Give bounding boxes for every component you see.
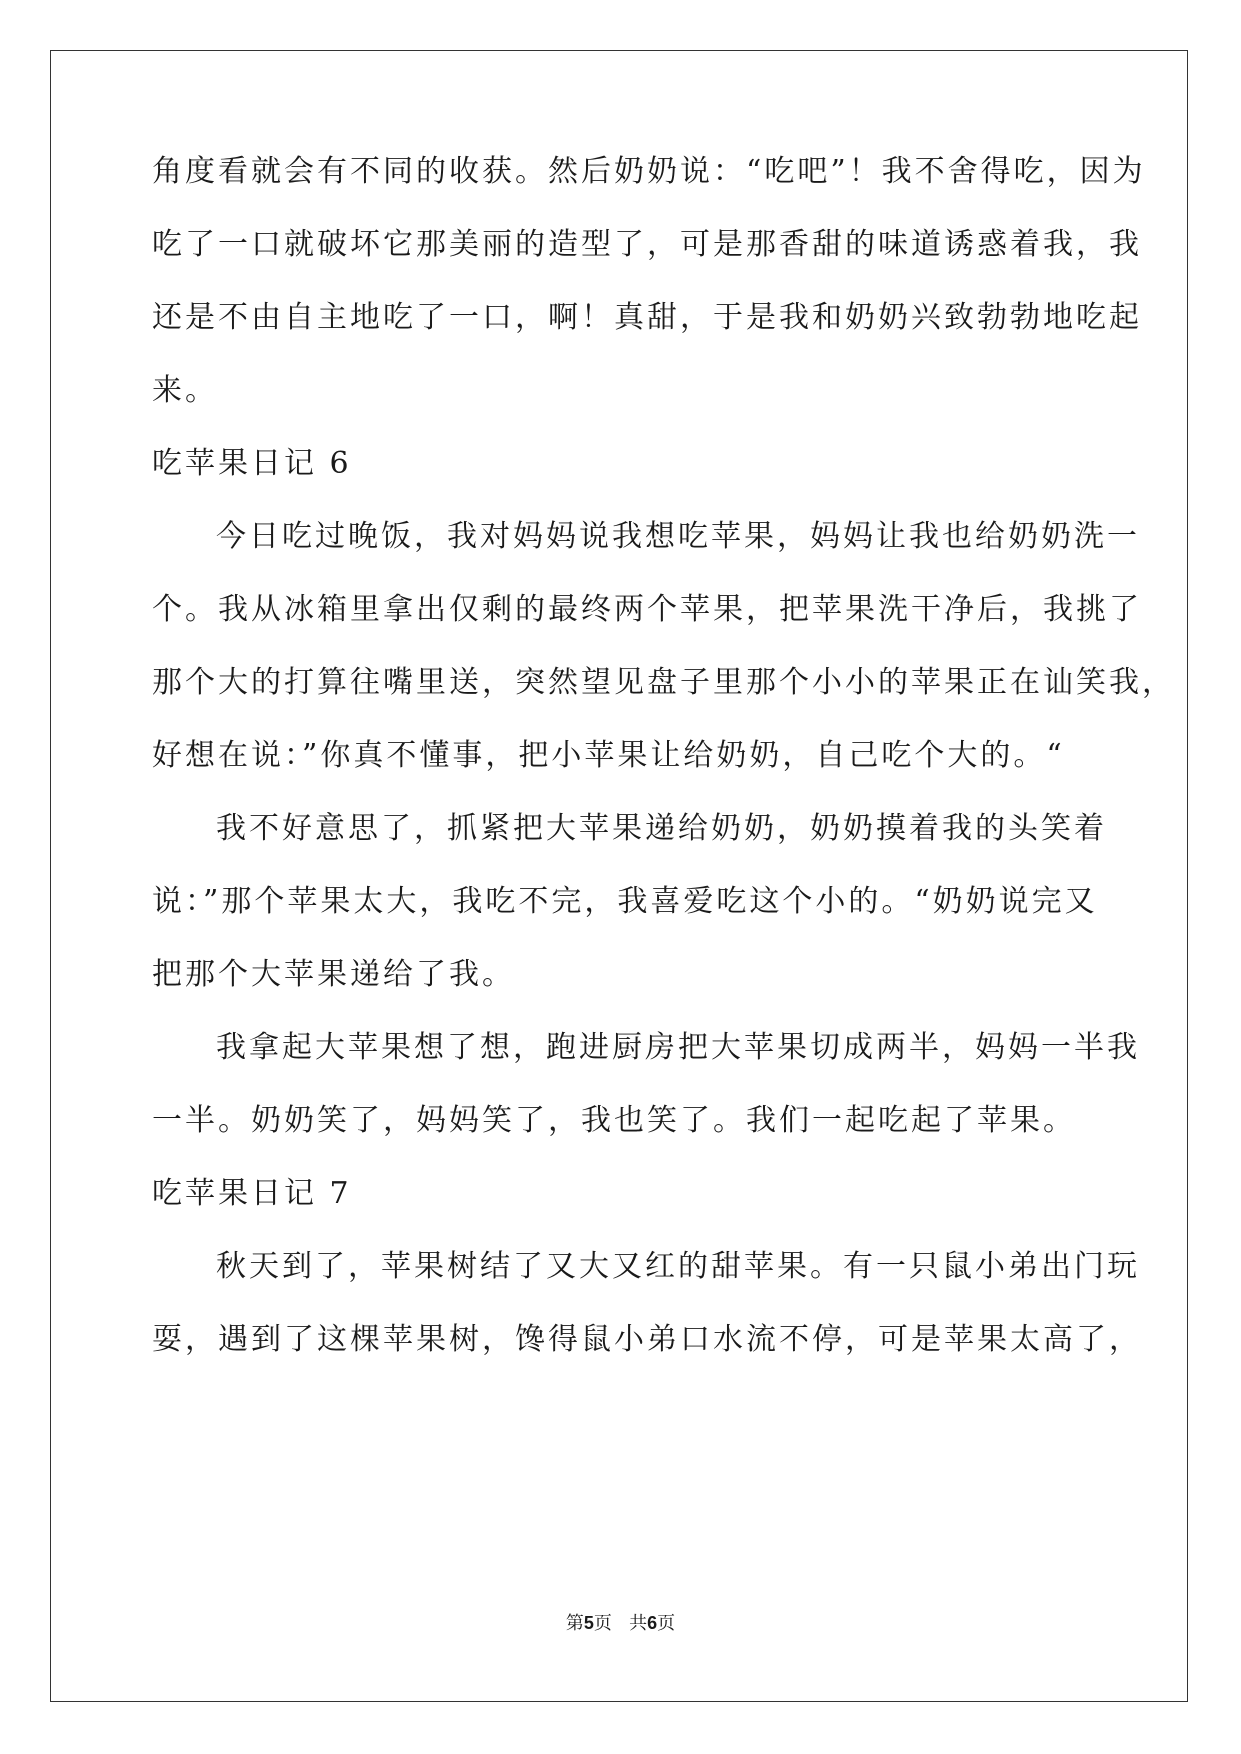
paragraph-line: 那个大的打算往嘴里送，突然望见盘子里那个小小的苹果正在讪笑我， [152, 665, 1175, 700]
paragraph-line: 我不好意思了，抓紧把大苹果递给奶奶，奶奶摸着我的头笑着 [216, 811, 1107, 846]
section-heading: 吃苹果日记 7 [152, 1176, 352, 1211]
current-page-number: 5 [583, 1613, 594, 1633]
footer-page-unit: 页 [593, 1613, 612, 1634]
paragraph-line: 个。我从冰箱里拿出仅剩的最终两个苹果，把苹果洗干净后，我挑了 [152, 592, 1142, 627]
paragraph-line: 我拿起大苹果想了想，跑进厨房把大苹果切成两半，妈妈一半我 [216, 1030, 1140, 1065]
paragraph-line: 把那个大苹果递给了我。 [152, 957, 515, 992]
section-heading: 吃苹果日记 6 [152, 446, 352, 481]
paragraph-line: 还是不由自主地吃了一口，啊！真甜，于是我和奶奶兴致勃勃地吃起 [152, 300, 1142, 335]
paragraph-line: 吃了一口就破坏它那美丽的造型了，可是那香甜的味道诱惑着我，我 [152, 227, 1142, 262]
paragraph-line: 好想在说：”你真不懂事，把小苹果让给奶奶，自己吃个大的。“ [152, 738, 1065, 773]
paragraph-line: 秋天到了，苹果树结了又大又红的甜苹果。有一只鼠小弟出门玩 [216, 1249, 1140, 1284]
paragraph-line: 耍，遇到了这棵苹果树，馋得鼠小弟口水流不停，可是苹果太高了， [152, 1322, 1142, 1357]
paragraph-line: 说：”那个苹果太大，我吃不完，我喜爱吃这个小的。“奶奶说完又 [152, 884, 1098, 919]
paragraph-line: 一半。奶奶笑了，妈妈笑了，我也笑了。我们一起吃起了苹果。 [152, 1103, 1076, 1138]
paragraph-line: 今日吃过晚饭，我对妈妈说我想吃苹果，妈妈让我也给奶奶洗一 [216, 519, 1140, 554]
total-pages-number: 6 [647, 1613, 658, 1633]
footer-prefix: 第 [565, 1613, 584, 1634]
page-footer [0, 1611, 1241, 1636]
footer-total-prefix: 共 [629, 1613, 648, 1634]
footer-total-unit: 页 [657, 1613, 676, 1634]
paragraph-line: 来。 [152, 373, 218, 408]
paragraph-line: 角度看就会有不同的收获。然后奶奶说：“吃吧”！我不舍得吃，因为 [152, 154, 1146, 189]
